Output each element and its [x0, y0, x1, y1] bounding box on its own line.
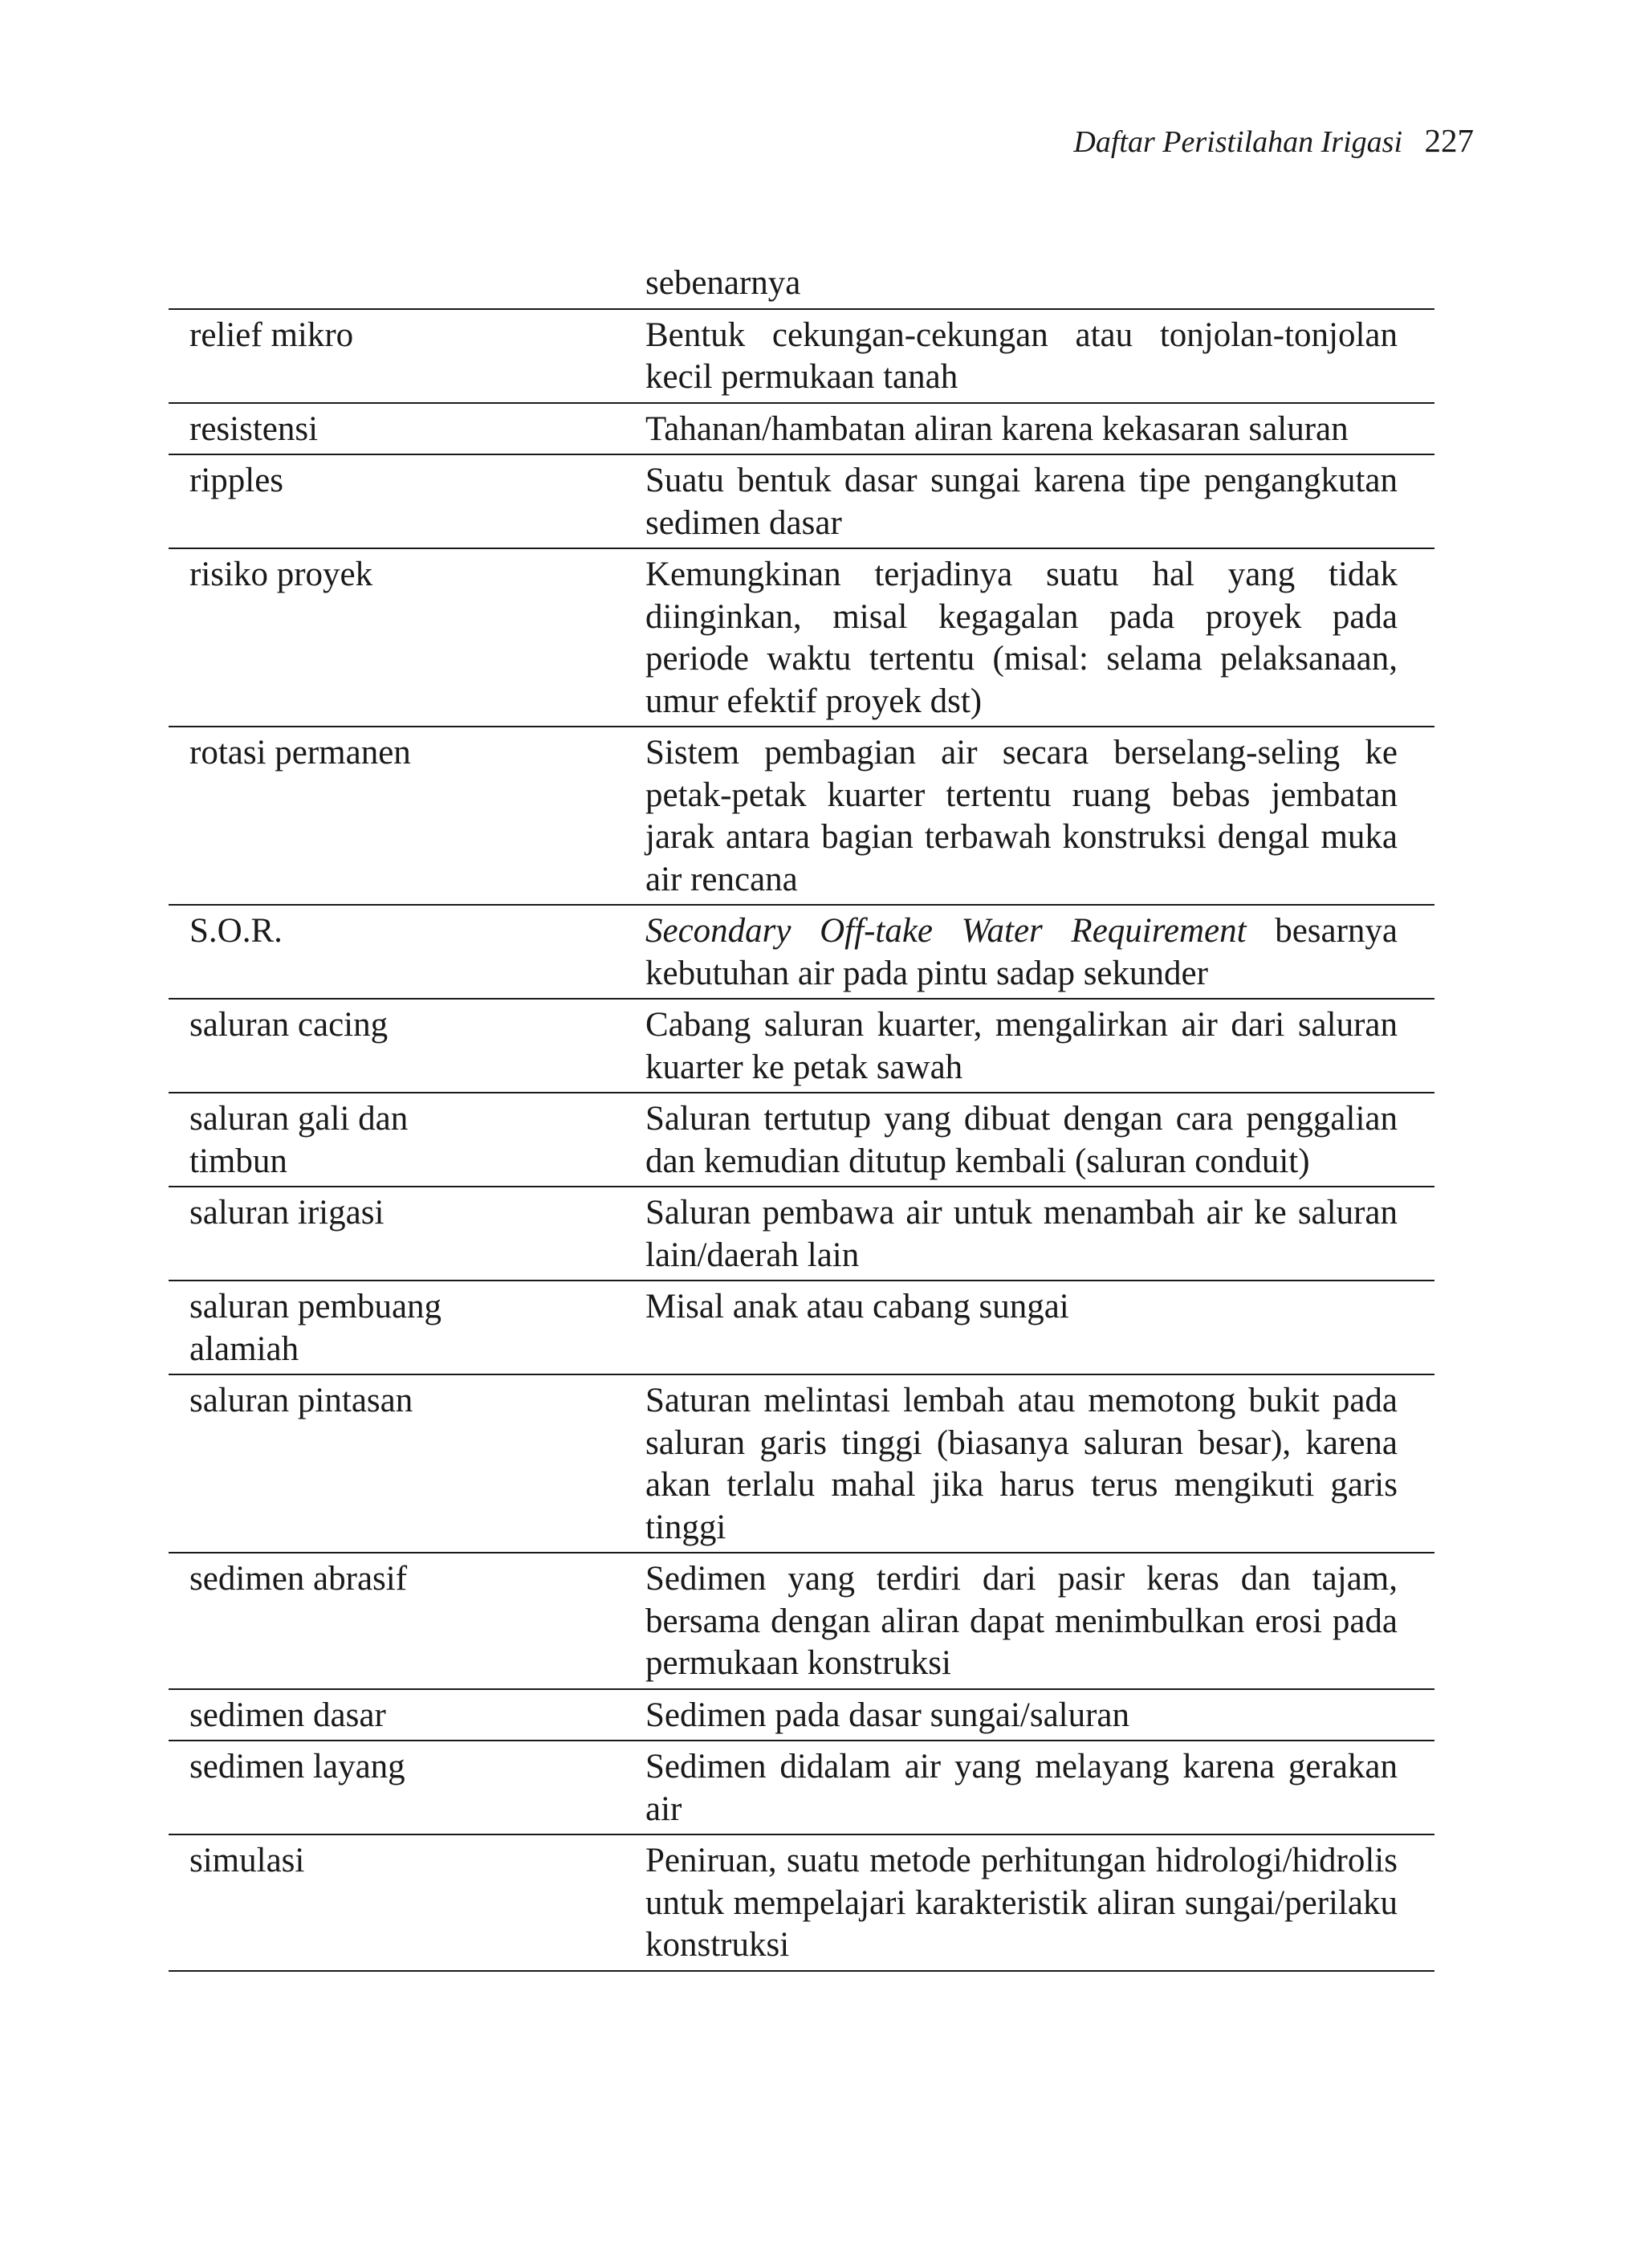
glossary-row	[169, 1093, 1434, 1187]
glossary-definition: Bentuk cekungan-cekungan atau tonjolan-tonjolan kecil permukaan tanah	[645, 316, 1398, 396]
page-number: 227	[1424, 122, 1474, 159]
glossary-term: sedimen dasar	[189, 1696, 386, 1734]
glossary-term: simulasi	[189, 1842, 305, 1879]
glossary-row	[169, 310, 1434, 404]
glossary-table	[169, 253, 1434, 1972]
glossary-term: rotasi permanen	[189, 734, 411, 772]
glossary-definition: Sedimen didalam air yang melayang karena gerakan air	[645, 1748, 1398, 1828]
glossary-term: saluran cacing	[189, 1006, 389, 1044]
glossary-term: saluran pintasan	[189, 1382, 413, 1419]
glossary-definition: Suatu bentuk dasar sungai karena tipe pengangkutan sedimen dasar	[645, 462, 1398, 542]
glossary-row	[169, 1690, 1434, 1742]
glossary-definition: Saturan melintasi lembah atau memotong bukit pada saluran garis tinggi (biasanya saluran besar), karena akan terlalu mahal jika harus terus mengikuti garis tinggi	[645, 1382, 1398, 1546]
running-title: Daftar Peristilahan Irigasi	[1073, 125, 1402, 159]
glossary-row	[169, 727, 1434, 906]
glossary-term	[169, 263, 490, 305]
glossary-definition: Misal anak atau cabang sungai	[645, 1288, 1069, 1325]
glossary-term: saluran irigasi	[189, 1194, 385, 1232]
glossary-definition: Kemungkinan terjadinya suatu hal yang tidak diinginkan, misal kegagalan pada proyek pada periode waktu tertentu (misal: selama pelaksanaan, umur efektif proyek dst)	[645, 556, 1398, 720]
glossary-term: sedimen abrasif	[189, 1560, 408, 1598]
glossary-definition: Saluran tertutup yang dibuat dengan cara penggalian dan kemudian ditutup kembali (saluran conduit)	[645, 1100, 1398, 1180]
glossary-term: saluran gali dan timbun	[189, 1100, 409, 1180]
glossary-row	[169, 1553, 1434, 1690]
glossary-row	[169, 549, 1434, 727]
glossary-definition: sebenarnya	[645, 264, 801, 302]
glossary-row	[169, 906, 1434, 1000]
glossary-definition: Sistem pembagian air secara berselang-seling ke petak-petak kuarter tertentu ruang bebas jembatan jarak antara bagian terbawah konstruksi dengal muka air rencana	[645, 734, 1398, 898]
glossary-row	[169, 1741, 1434, 1835]
glossary-term: sedimen layang	[189, 1748, 405, 1785]
definition-italic-phrase: Secondary Off-take Water Requirement	[645, 912, 1247, 950]
glossary-row	[169, 1375, 1434, 1553]
glossary-term: resistensi	[189, 409, 319, 448]
glossary-row	[169, 1835, 1434, 1972]
glossary-definition: Peniruan, suatu metode perhitungan hidrologi/hidrolis untuk mempelajari karakteristik aliran sungai/perilaku konstruksi	[645, 1842, 1398, 1964]
definition-text: besarnya kebutuhan air pada pintu sadap sekunder	[645, 912, 1398, 992]
glossary-term: risiko proyek	[189, 556, 373, 593]
glossary-term: relief mikro	[189, 316, 354, 354]
glossary-row	[169, 1187, 1434, 1281]
running-header	[1073, 120, 1474, 162]
glossary-term: S.O.R.	[189, 912, 283, 950]
glossary-row	[169, 455, 1434, 549]
glossary-definition: Sedimen pada dasar sungai/saluran	[645, 1696, 1130, 1734]
glossary-row	[169, 404, 1434, 456]
glossary-term: ripples	[189, 462, 284, 499]
glossary-row	[169, 1281, 1434, 1375]
glossary-definition: Saluran pembawa air untuk menambah air ke saluran lain/daerah lain	[645, 1194, 1398, 1274]
glossary-definition: Sedimen yang terdiri dari pasir keras dan tajam, bersama dengan aliran dapat menimbulkan erosi pada permukaan konstruksi	[645, 1560, 1398, 1682]
glossary-definition: Cabang saluran kuarter, mengalirkan air dari saluran kuarter ke petak sawah	[645, 1006, 1398, 1086]
glossary-row-continuation	[169, 253, 1434, 310]
glossary-definition	[645, 910, 1398, 995]
glossary-term: saluran pembuang alamiah	[189, 1288, 442, 1368]
glossary-definition: Tahanan/hambatan aliran karena kekasaran saluran	[645, 409, 1349, 448]
glossary-row	[169, 1000, 1434, 1093]
